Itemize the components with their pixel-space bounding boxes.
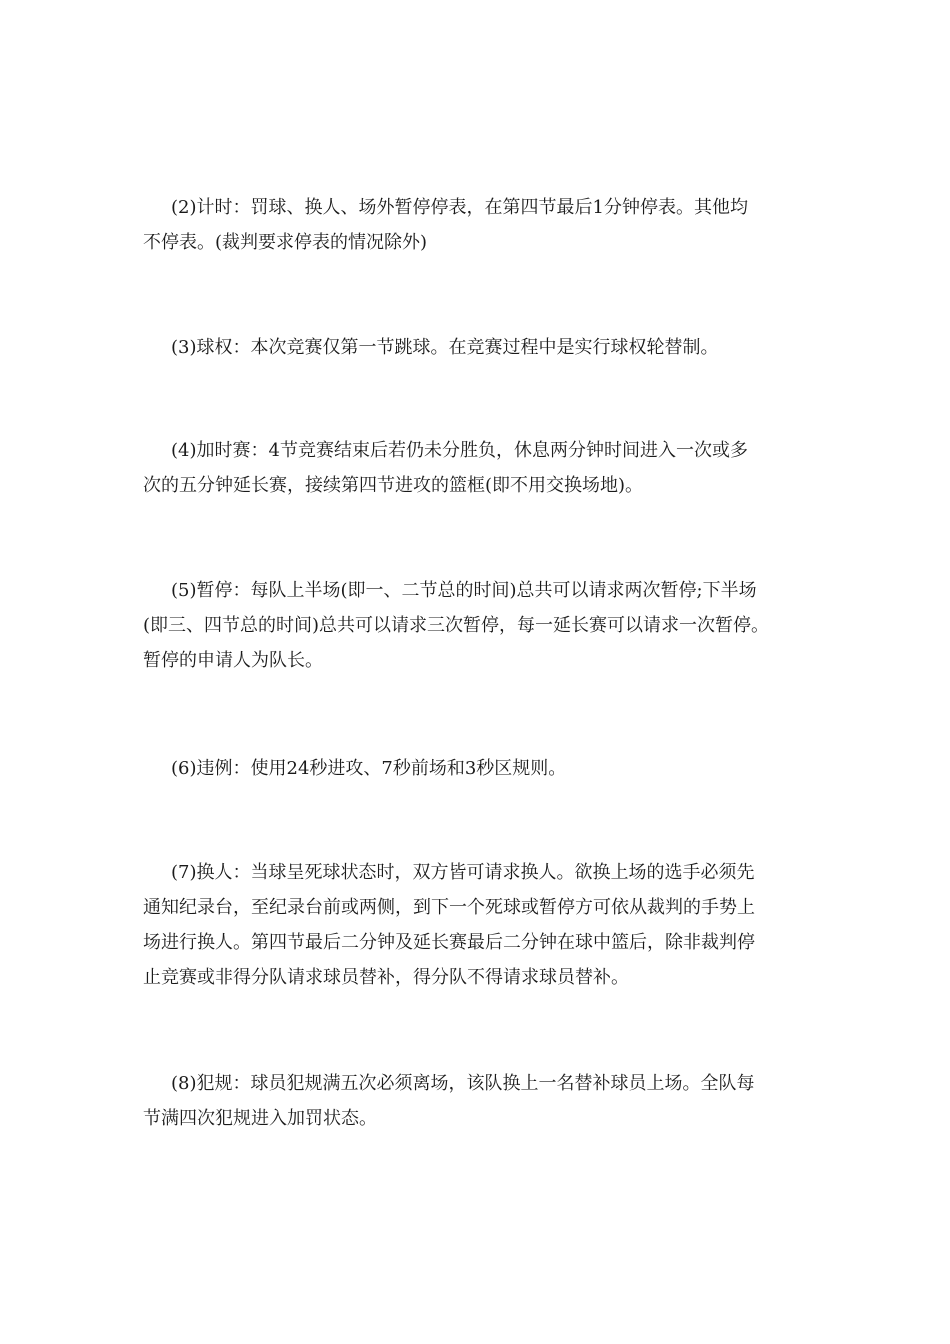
text-line: 节满四次犯规进入加罚状态。 [143, 1108, 377, 1129]
text-line: (即三、四节总的时间)总共可以请求三次暂停，每一延长赛可以请求一次暂停。 [143, 615, 770, 636]
text-line: 通知纪录台，至纪录台前或两侧，到下一个死球或暂停方可依从裁判的手势上 [143, 897, 755, 918]
text-line: 不停表。(裁判要求停表的情况除外) [143, 232, 428, 253]
text-line: (3)球权：本次竞赛仅第一节跳球。在竞赛过程中是实行球权轮替制。 [171, 337, 719, 358]
paragraph-timing [143, 190, 808, 260]
text-line: (5)暂停：每队上半场(即一、二节总的时间)总共可以请求两次暂停;下半场 [171, 580, 757, 601]
paragraph-substitution [143, 855, 808, 995]
text-line: (2)计时：罚球、换人、场外暂停停表，在第四节最后1分钟停表。其他均 [171, 197, 748, 218]
paragraph-foul [143, 1066, 808, 1136]
text-line: 止竞赛或非得分队请求球员替补，得分队不得请求球员替补。 [143, 967, 629, 988]
text-line: 次的五分钟延长赛，接续第四节进攻的篮框(即不用交换场地)。 [143, 475, 644, 496]
text-line: 暂停的申请人为队长。 [143, 650, 323, 671]
text-line: (4)加时赛：4节竞赛结束后若仍未分胜负，休息两分钟时间进入一次或多 [171, 440, 748, 461]
text-line: 场进行换人。第四节最后二分钟及延长赛最后二分钟在球中篮后，除非裁判停 [143, 932, 755, 953]
text-line: (8)犯规：球员犯规满五次必须离场，该队换上一名替补球员上场。全队每 [171, 1073, 755, 1094]
paragraph-possession [143, 330, 808, 365]
paragraph-overtime [143, 433, 808, 503]
paragraph-timeout [143, 573, 808, 678]
paragraph-violation [143, 751, 808, 786]
text-line: (6)违例：使用24秒进攻、7秒前场和3秒区规则。 [171, 758, 567, 779]
text-line: (7)换人：当球呈死球状态时，双方皆可请求换人。欲换上场的选手必须先 [171, 862, 755, 883]
